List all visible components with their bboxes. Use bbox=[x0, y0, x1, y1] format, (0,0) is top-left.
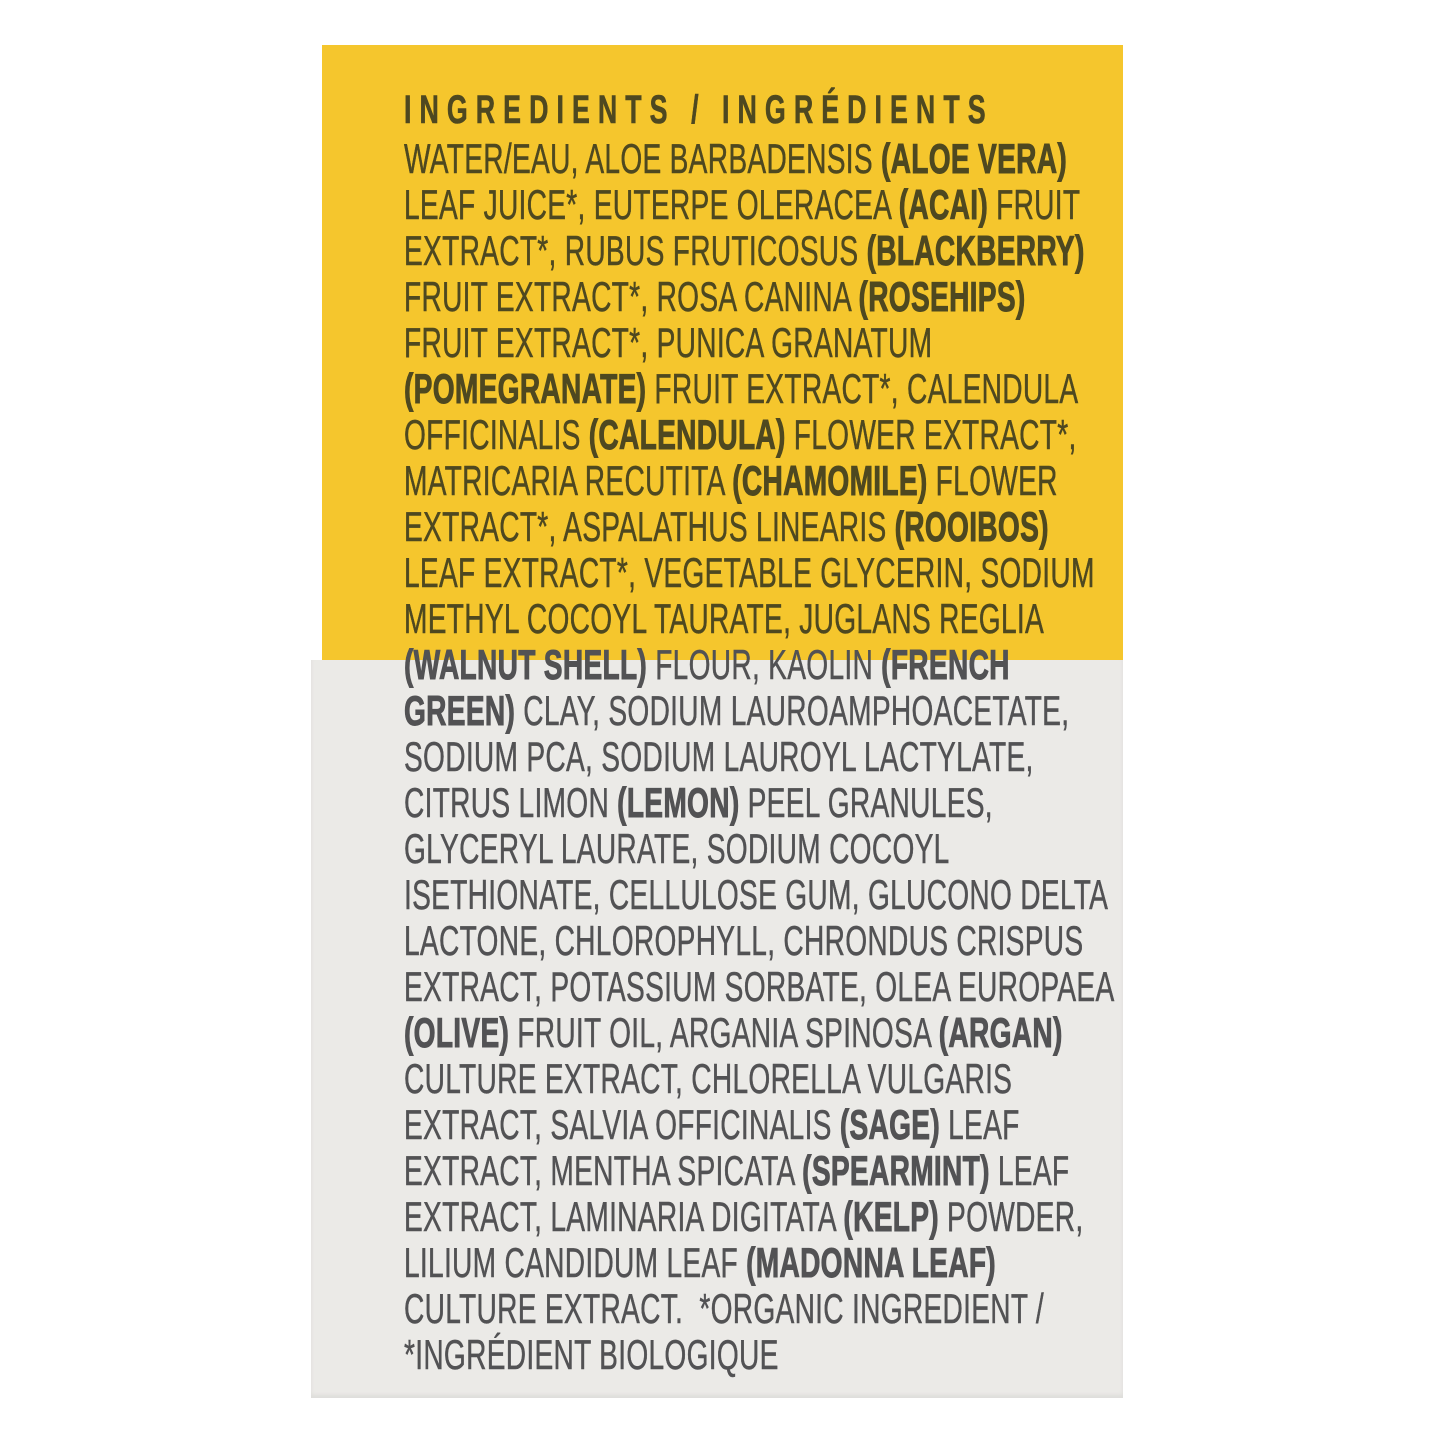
ingredient-line bbox=[404, 1102, 1061, 1148]
ingredient-text-run: LACTONE, CHLOROPHYLL, CHRONDUS CRISPUS bbox=[404, 917, 1084, 964]
ingredient-line bbox=[404, 826, 1061, 872]
ingredient-text-run: EXTRACT*, RUBUS FRUTICOSUS bbox=[404, 227, 867, 274]
ingredient-text-run: *INGRÉDIENT BIOLOGIQUE bbox=[404, 1331, 779, 1378]
ingredient-text-run: ISETHIONATE, CELLULOSE GUM, GLUCONO DELTA bbox=[404, 871, 1109, 918]
ingredient-common-name: (CALENDULA) bbox=[588, 411, 786, 458]
ingredient-common-name: (ARGAN) bbox=[938, 1009, 1063, 1056]
ingredient-text-run: EXTRACT, SALVIA OFFICINALIS bbox=[404, 1101, 840, 1148]
ingredient-line bbox=[404, 549, 1095, 596]
ingredient-text-run: SODIUM PCA, SODIUM LAUROYL LACTYLATE, bbox=[404, 733, 1034, 780]
ingredient-line bbox=[404, 274, 1061, 320]
ingredient-common-name: (SPEARMINT) bbox=[802, 1147, 990, 1194]
ingredient-text-run: EXTRACT*, ASPALATHUS LINEARIS bbox=[404, 503, 895, 550]
ingredient-text-run: METHYL COCOYL TAURATE, JUGLANS REGLIA bbox=[404, 595, 1045, 642]
ingredient-line bbox=[404, 780, 1061, 826]
ingredient-text-run: CLAY, SODIUM LAUROAMPHOACETATE, bbox=[515, 687, 1070, 734]
ingredient-line bbox=[404, 227, 1085, 274]
ingredient-common-name: (POMEGRANATE) bbox=[404, 365, 647, 412]
ingredient-line bbox=[404, 1056, 1061, 1102]
ingredient-line bbox=[404, 642, 1061, 688]
ingredients-text bbox=[404, 135, 1115, 1378]
ingredient-common-name: (SAGE) bbox=[839, 1101, 941, 1148]
ingredient-line bbox=[404, 1240, 1061, 1286]
ingredient-text-run: FRUIT OIL, ARGANIA SPINOSA bbox=[509, 1009, 939, 1056]
ingredient-text-run: LEAF bbox=[989, 1147, 1070, 1194]
ingredient-text-run: PEEL GRANULES, bbox=[739, 779, 993, 826]
ingredient-text-run: GLYCERYL LAURATE, SODIUM COCOYL bbox=[404, 825, 950, 872]
ingredient-text-run: FLOWER bbox=[927, 457, 1058, 504]
ingredient-text-run: EXTRACT, LAMINARIA DIGITATA bbox=[404, 1193, 844, 1240]
ingredient-text-run: CULTURE EXTRACT, CHLORELLA VULGARIS bbox=[404, 1055, 1013, 1102]
ingredient-line bbox=[404, 687, 1070, 734]
ingredient-line bbox=[404, 963, 1115, 1010]
ingredient-line bbox=[404, 458, 1061, 504]
ingredients-panel bbox=[404, 84, 1115, 1378]
ingredient-text-run: FLOWER EXTRACT*, bbox=[785, 411, 1077, 458]
ingredient-text-run: FRUIT EXTRACT*, ROSA CANINA bbox=[404, 273, 859, 320]
ingredient-text-run: OFFICINALIS bbox=[404, 411, 589, 458]
ingredient-common-name: (CHAMOMILE) bbox=[732, 457, 928, 504]
ingredient-common-name: (ROSEHIPS) bbox=[858, 273, 1026, 320]
ingredient-line bbox=[404, 411, 1077, 458]
ingredient-text-run: FRUIT EXTRACT*, PUNICA GRANATUM bbox=[404, 319, 933, 366]
ingredient-text-run: CULTURE EXTRACT. *ORGANIC INGREDIENT / bbox=[404, 1285, 1045, 1332]
ingredient-line bbox=[404, 1147, 1070, 1194]
ingredient-common-name: (ACAI) bbox=[898, 181, 988, 228]
ingredient-text-run: LEAF EXTRACT*, VEGETABLE GLYCERIN, SODIUM bbox=[404, 549, 1095, 596]
ingredient-text-run: LILIUM CANDIDUM LEAF bbox=[404, 1239, 747, 1286]
ingredient-common-name: (ALOE VERA) bbox=[881, 135, 1068, 182]
ingredients-heading: INGREDIENTS / INGRÉDIENTS bbox=[404, 88, 994, 132]
ingredient-line bbox=[404, 917, 1084, 964]
ingredient-common-name: (KELP) bbox=[843, 1193, 939, 1240]
ingredient-line bbox=[404, 596, 1061, 642]
ingredient-text-run: LEAF bbox=[940, 1101, 1020, 1148]
ingredient-line bbox=[404, 871, 1109, 918]
ingredient-text-run: WATER/EAU, ALOE BARBADENSIS bbox=[404, 135, 882, 182]
ingredient-common-name: (LEMON) bbox=[617, 779, 740, 826]
ingredient-line bbox=[404, 365, 1079, 412]
ingredient-line bbox=[404, 320, 1061, 366]
ingredient-line bbox=[404, 1010, 1061, 1056]
ingredient-common-name: (FRENCH bbox=[881, 641, 1010, 688]
ingredient-text-run: FRUIT bbox=[987, 181, 1081, 228]
ingredient-text-run: FRUIT EXTRACT*, CALENDULA bbox=[646, 365, 1079, 412]
ingredient-common-name: GREEN) bbox=[404, 687, 516, 734]
ingredient-line bbox=[404, 504, 1061, 550]
ingredient-text-run: POWDER, bbox=[938, 1193, 1084, 1240]
ingredient-common-name: (WALNUT SHELL) bbox=[404, 641, 648, 688]
ingredient-line bbox=[404, 1193, 1084, 1240]
ingredient-line bbox=[404, 181, 1081, 228]
ingredient-common-name: (MADONNA LEAF) bbox=[746, 1239, 996, 1286]
ingredient-line bbox=[404, 734, 1061, 780]
ingredient-text-run: LEAF JUICE*, EUTERPE OLERACEA bbox=[404, 181, 899, 228]
ingredient-line bbox=[404, 135, 1068, 182]
ingredient-common-name: (OLIVE) bbox=[404, 1009, 510, 1056]
ingredient-line bbox=[404, 1332, 1061, 1378]
ingredient-line bbox=[404, 1286, 1061, 1332]
ingredient-text-run: FLOUR, KAOLIN bbox=[647, 641, 882, 688]
ingredient-text-run: MATRICARIA RECUTITA bbox=[404, 457, 733, 504]
ingredient-text-run: CITRUS LIMON bbox=[404, 779, 618, 826]
ingredient-common-name: (BLACKBERRY) bbox=[866, 227, 1085, 274]
ingredient-text-run: EXTRACT, POTASSIUM SORBATE, OLEA EUROPAEA bbox=[404, 963, 1115, 1010]
ingredient-common-name: (ROOIBOS) bbox=[894, 503, 1049, 550]
ingredient-text-run: EXTRACT, MENTHA SPICATA bbox=[404, 1147, 803, 1194]
